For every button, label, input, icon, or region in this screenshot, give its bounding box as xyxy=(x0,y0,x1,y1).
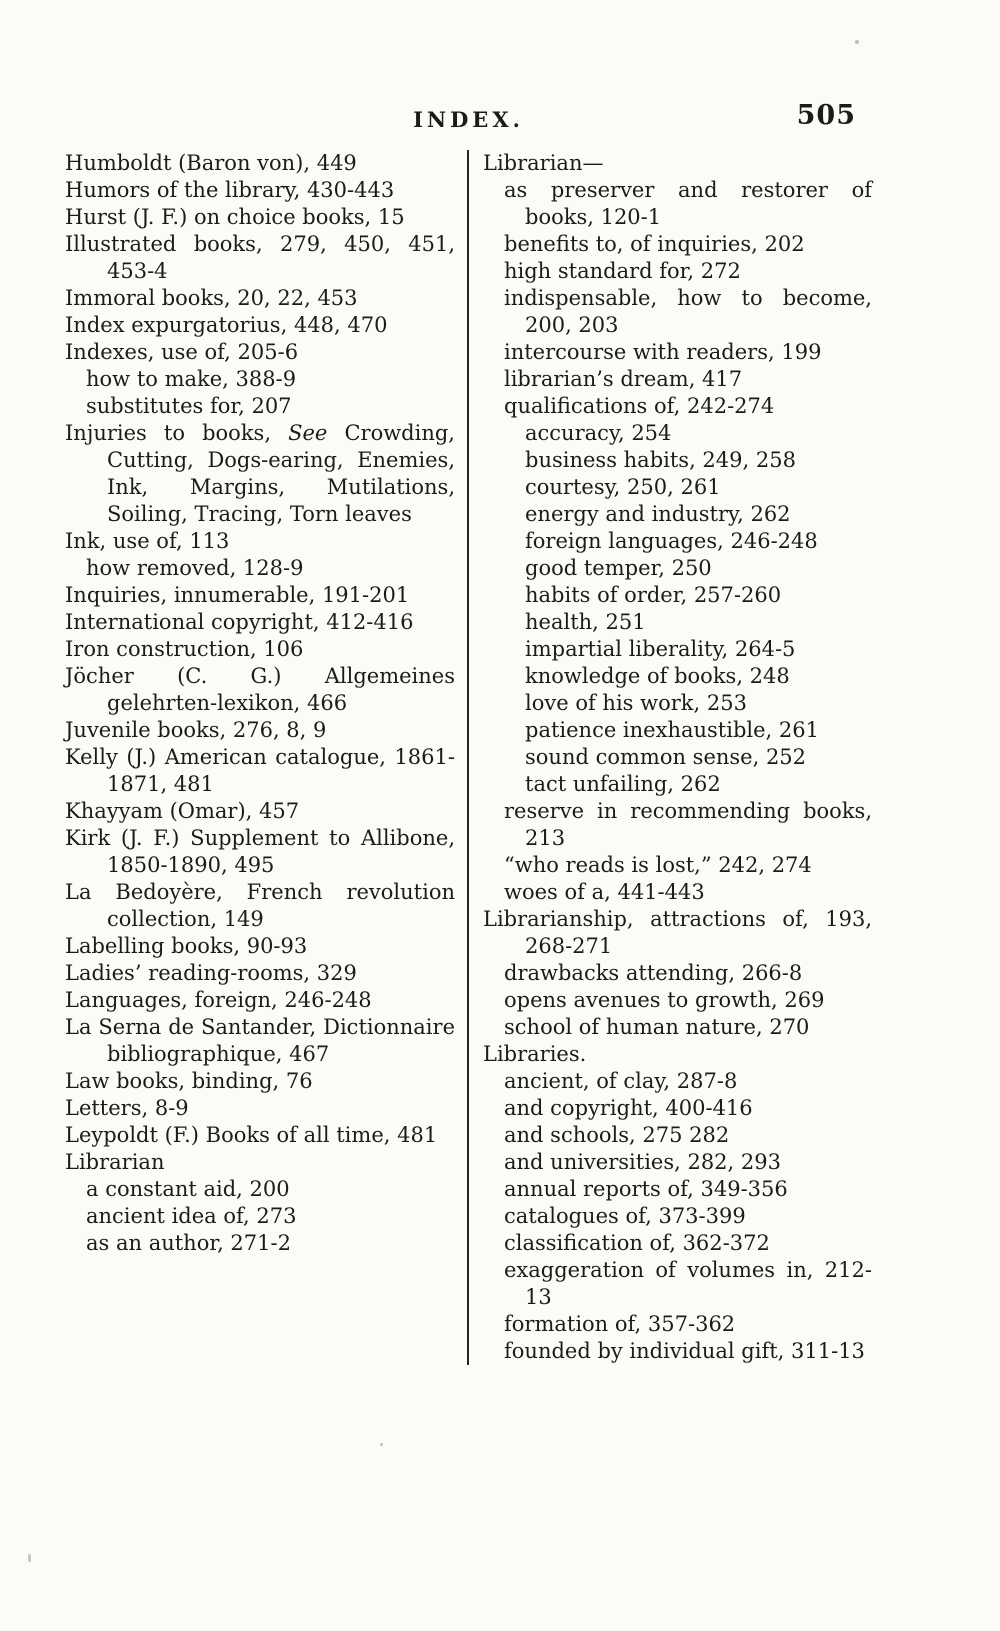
index-entry: Injuries to books, See Crowding, Cutting, Dogs-earing, Enemies, Ink, Margins, Mutilations, Soiling, Tracing, Torn leaves xyxy=(65,421,455,526)
index-entry: and copyright, 400-416 xyxy=(504,1096,753,1120)
index-entry: and schools, 275 282 xyxy=(504,1123,730,1147)
index-entry: International copyright, 412-416 xyxy=(65,610,414,634)
index-entry: Kelly (J.) American catalogue, 1861-1871, 481 xyxy=(65,745,455,796)
index-entry: energy and industry, 262 xyxy=(525,502,791,526)
index-entry: ancient idea of, 273 xyxy=(86,1204,297,1228)
index-entry: benefits to, of inquiries, 202 xyxy=(504,232,805,256)
index-entry: impartial liberality, 264-5 xyxy=(525,637,796,661)
index-entry: “who reads is lost,” 242, 274 xyxy=(504,853,812,877)
index-entry: Index expurgatorius, 448, 470 xyxy=(65,313,388,337)
index-entry: indispensable, how to become, 200, 203 xyxy=(504,286,872,337)
index-entry: knowledge of books, 248 xyxy=(525,664,790,688)
index-entry: Jöcher (C. G.) Allgemeines gelehrten-lexikon, 466 xyxy=(65,664,455,715)
index-entry: love of his work, 253 xyxy=(525,691,747,715)
index-entry: a constant aid, 200 xyxy=(86,1177,290,1201)
index-entry: accuracy, 254 xyxy=(525,421,672,445)
index-entry: founded by individual gift, 311-13 xyxy=(504,1339,865,1363)
index-entry: Leypoldt (F.) Books of all time, 481 xyxy=(65,1123,438,1147)
index-entry: how removed, 128-9 xyxy=(86,556,304,580)
index-entry: La Serna de Santander, Dictionnaire bibliographique, 467 xyxy=(65,1015,455,1066)
index-entry: patience inexhaustible, 261 xyxy=(525,718,819,742)
index-entry: qualifications of, 242-274 xyxy=(504,394,775,418)
index-entry: Kirk (J. F.) Supplement to Allibone, 1850-1890, 495 xyxy=(65,826,455,877)
column-divider xyxy=(467,150,469,1365)
index-entry: Humboldt (Baron von), 449 xyxy=(65,151,357,175)
index-entry: reserve in recommending books, 213 xyxy=(504,799,872,850)
index-entry: Iron construction, 106 xyxy=(65,637,304,661)
scan-speck xyxy=(28,1554,31,1562)
index-entry: Inquiries, innumerable, 191-201 xyxy=(65,583,410,607)
page-title: INDEX. xyxy=(413,107,524,132)
index-entry: health, 251 xyxy=(525,610,646,634)
page-header xyxy=(65,100,872,142)
index-entry: foreign languages, 246-248 xyxy=(525,529,818,553)
index-entry: business habits, 249, 258 xyxy=(525,448,796,472)
right-column xyxy=(483,150,872,1365)
scan-speck xyxy=(855,40,859,44)
index-entry: opens avenues to growth, 269 xyxy=(504,988,825,1012)
index-entry: Juvenile books, 276, 8, 9 xyxy=(65,718,327,742)
index-entry: Librarian— xyxy=(483,151,604,175)
index-entry: sound common sense, 252 xyxy=(525,745,807,769)
index-entry: intercourse with readers, 199 xyxy=(504,340,822,364)
index-entry: tact unfailing, 262 xyxy=(525,772,721,796)
index-entry: as an author, 271-2 xyxy=(86,1231,291,1255)
left-column xyxy=(65,150,455,1365)
index-entry: Khayyam (Omar), 457 xyxy=(65,799,300,823)
index-entry: habits of order, 257-260 xyxy=(525,583,782,607)
index-entry: Libraries. xyxy=(483,1042,587,1066)
index-entry: exaggeration of volumes in, 212-13 xyxy=(504,1258,872,1309)
index-entry: Immoral books, 20, 22, 453 xyxy=(65,286,358,310)
index-entry: and universities, 282, 293 xyxy=(504,1150,781,1174)
index-entry: classification of, 362-372 xyxy=(504,1231,770,1255)
index-entry: Languages, foreign, 246-248 xyxy=(65,988,372,1012)
scan-speck xyxy=(380,1443,383,1446)
index-entry: Librarianship, attractions of, 193, 268-271 xyxy=(483,907,872,958)
index-entry: Law books, binding, 76 xyxy=(65,1069,313,1093)
index-entry: courtesy, 250, 261 xyxy=(525,475,721,499)
index-entry: high standard for, 272 xyxy=(504,259,741,283)
page-number: 505 xyxy=(796,100,856,131)
index-entry: as preserver and restorer of books, 120-1 xyxy=(504,178,872,229)
index-entry: annual reports of, 349-356 xyxy=(504,1177,788,1201)
index-entry: Hurst (J. F.) on choice books, 15 xyxy=(65,205,405,229)
index-entry: Labelling books, 90-93 xyxy=(65,934,308,958)
index-entry: Humors of the library, 430-443 xyxy=(65,178,395,202)
index-entry: drawbacks attending, 266-8 xyxy=(504,961,803,985)
index-entry: Illustrated books, 279, 450, 451, 453-4 xyxy=(65,232,455,283)
index-entry: catalogues of, 373-399 xyxy=(504,1204,746,1228)
index-entry: Ladies’ reading-rooms, 329 xyxy=(65,961,357,985)
index-entry: good temper, 250 xyxy=(525,556,712,580)
index-entry: Indexes, use of, 205-6 xyxy=(65,340,299,364)
index-entry: ancient, of clay, 287-8 xyxy=(504,1069,738,1093)
index-entry: school of human nature, 270 xyxy=(504,1015,810,1039)
index-entry: Librarian xyxy=(65,1150,165,1174)
index-entry: how to make, 388-9 xyxy=(86,367,297,391)
index-entry: Ink, use of, 113 xyxy=(65,529,230,553)
index-entry: La Bedoyère, French revolution collection, 149 xyxy=(65,880,455,931)
index-entry: Letters, 8-9 xyxy=(65,1096,189,1120)
index-entry: formation of, 357-362 xyxy=(504,1312,736,1336)
index-columns xyxy=(65,150,872,1365)
index-entry: woes of a, 441-443 xyxy=(504,880,705,904)
index-entry: substitutes for, 207 xyxy=(86,394,292,418)
index-entry: librarian’s dream, 417 xyxy=(504,367,743,391)
